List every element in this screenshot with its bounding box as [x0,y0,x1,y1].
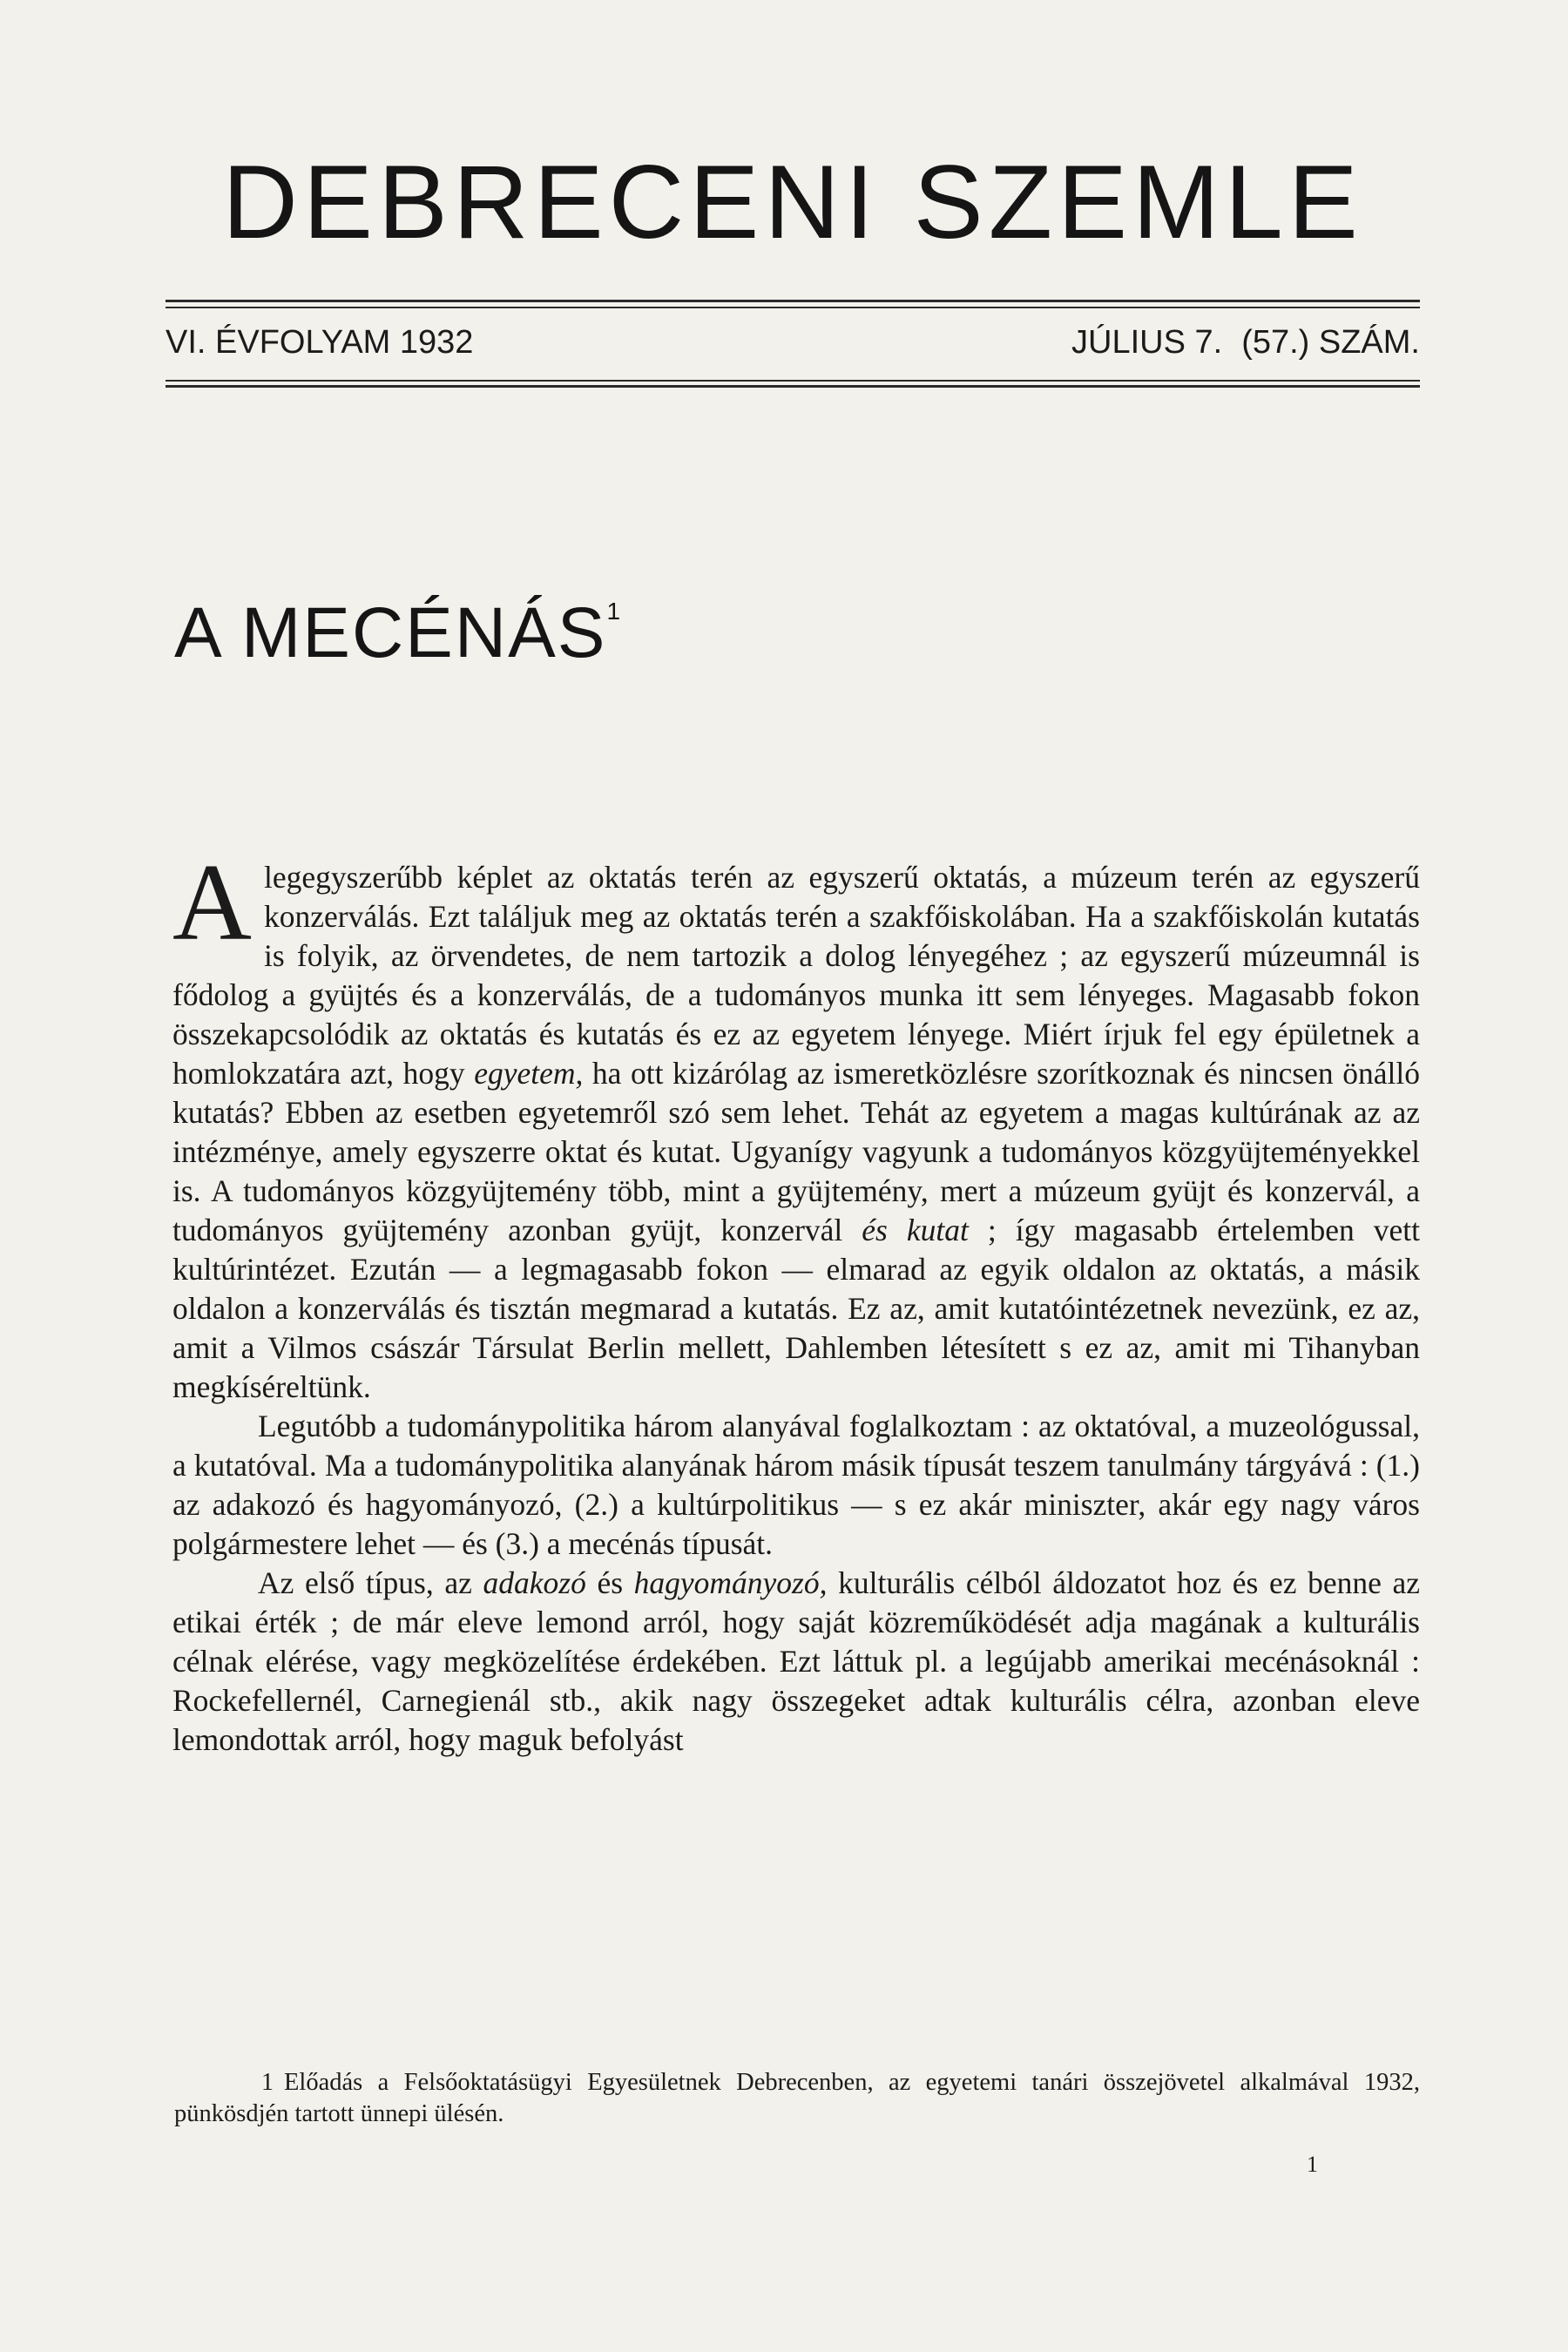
paragraph-1-text-b: ha ott kizárólag az ismeretközlésre szorítkoznak és nincsen önálló kutatás? Ebben az esetben egyetemről szó sem lehet. Tehát az egyetem a magas kultúrának az az intézménye, amely egyszerre oktat és kutat. Ugyanígy vagyunk a tudományos közgyüjteményekkel is. A tudományos közgyüjtemény több, mint a gyüjtemény, mert a múzeum gyüjt és konzervál, a tudományos gyüjtemény azonban gyüjt, konzervál [172,1056,1420,1247]
emphasis-egyetem: egyetem, [474,1056,584,1091]
journal-masthead-title: DEBRECENI SZEMLE [222,144,1363,260]
page-number: 1 [1307,2152,1318,2177]
paragraph-3-conjunction: és [597,1565,624,1600]
article-title [174,592,622,674]
emphasis-hagyomanyozo: hagyományozó, [633,1565,828,1600]
masthead-rule-bottom-thin [166,380,1420,382]
masthead-rule-top [166,300,1420,302]
paragraph-3-text-a: Az első típus, az [258,1565,472,1600]
masthead-rule-top-thin [166,307,1420,308]
drop-cap-initial: A [172,842,252,963]
paragraph-3-text-b: kulturális célból áldozatot hoz és ez benne az etikai érték ; de már eleve lemond arról, hogy saját közreműködését adja magának a kulturális célnak elérése, vagy megközelítése érdekében. Ezt láttuk pl. a legújabb amerikai mecénásoknál : Rockefellernél, Carnegienál stb., akik nagy összegeket adtak kulturális célra, azonban eleve lemondottak arról, hogy maguk befolyást [172,1565,1421,1757]
footnote-paragraph [174,2067,1420,2130]
paragraph-1 [172,842,1421,1407]
issue-date: JÚLIUS 7. [1071,324,1223,361]
emphasis-es-kutat: és kutat [862,1213,969,1247]
paragraph-1-text-c: ; így magasabb értelemben vett kultúrintézet. Ezután — a legmagasabb fokon — elmarad az egyik oldalon az oktatás, a másik oldalon a konzerválás és tisztán megmarad a kutatás. Ez az, amit kutatóintézetnek nevezünk, ez az, amit a Vilmos császár Társulat Berlin mellett, Dahlemben létesített s ez az, amit mi Tihanyban megkíséreltünk. [172,1213,1421,1404]
paragraph-2: Legutóbb a tudománypolitika három alanyával foglalkoztam : az oktatóval, a muzeológussal, a kutatóval. Ma a tudománypolitika alanyának három másik típusát teszem tanulmány tárgyává : (1.) az adakozó és hagyományozó, (2.) a kultúrpolitikus — s ez akár miniszter, akár egy nagy város polgármestere lehet — és (3.) a mecénás típusát. [172,1409,1420,1561]
footnote-text: Előadás a Felsőoktatásügyi Egyesületnek Debrecenben, az egyetemi tanári összejövetel alkalmával 1932, pünkösdjén tartott ünnepi ülésén. [174,2069,1420,2127]
paragraph-3 [172,1564,1420,1760]
paragraph-1-text-a: legegyszerűbb képlet az oktatás terén az egyszerű oktatás, a múzeum terén az egyszerű konzerválás. Ezt találjuk meg az oktatás terén a szakfőiskolában. Ha a szakfőiskolán kutatás is folyik, az örvendetes, de nem tartozik a dolog lényegéhez ; az egyszerű múzeumnál is fődolog a gyüjtés és a konzerválás, de a tudományos munka itt sem lényeges. Magasabb fokon összekapcsolódik az oktatás és kutatás és ez az egyetem lényege. Miért írjuk fel egy épületnek a homlokzatára azt, hogy [172,860,1420,1091]
masthead-rule-bottom [166,385,1420,388]
volume-year: VI. ÉVFOLYAM 1932 [166,324,474,361]
footnote-reference: 1 [606,598,623,625]
article-body [172,842,1421,1760]
emphasis-adakozo: adakozó [483,1565,586,1600]
issue-number: (57.) SZÁM. [1241,324,1420,361]
footnote [174,2067,1420,2130]
issue-line [166,324,1420,362]
article-title-text: A MECÉNÁS [174,593,607,672]
issue-date-number [1071,324,1420,362]
footnote-mark: 1 [261,2069,274,2096]
